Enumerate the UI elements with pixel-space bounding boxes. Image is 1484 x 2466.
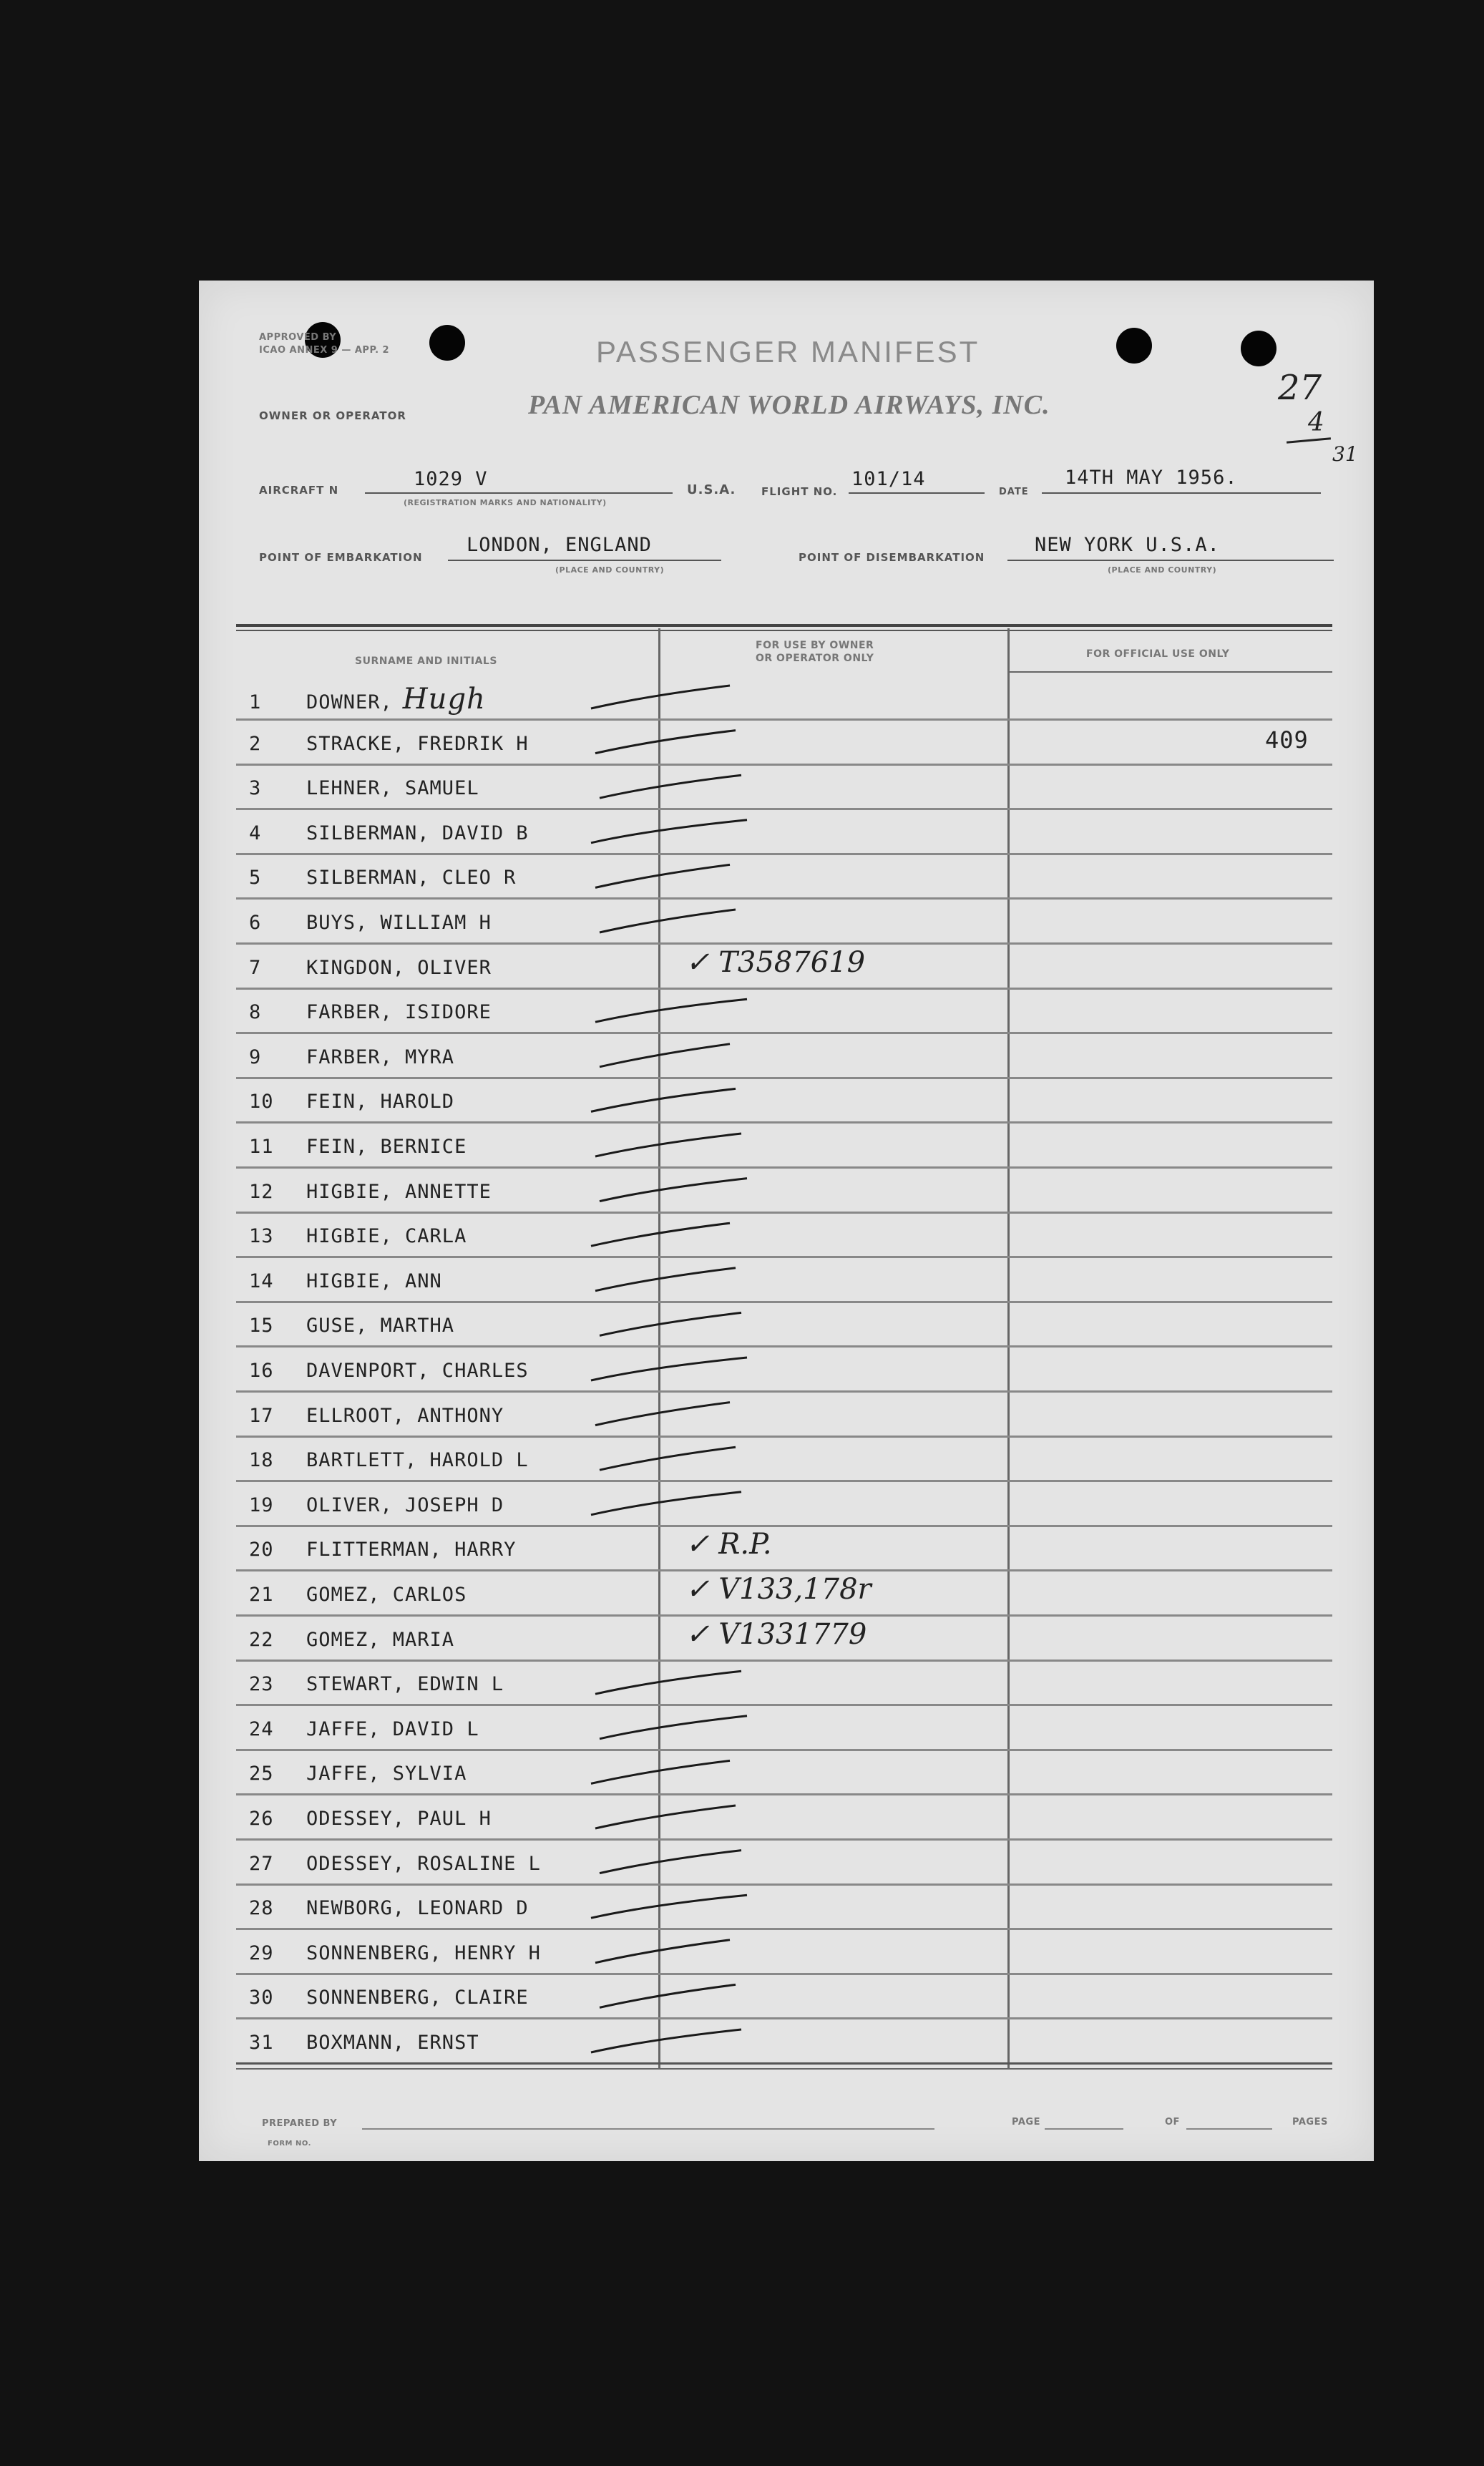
date-value: 14TH MAY 1956. [1065, 467, 1238, 489]
check-stroke [600, 1447, 736, 1470]
check-stroke [591, 1760, 730, 1783]
page-title: PASSENGER MANIFEST [596, 335, 980, 369]
row-number: 26 [249, 1808, 274, 1830]
check-stroke [595, 1268, 736, 1291]
check-stroke [595, 1805, 736, 1828]
aircraft-value: 1029 V [414, 468, 488, 490]
passenger-name: NEWBORG, LEONARD D [306, 1897, 529, 1920]
row-number: 19 [249, 1493, 274, 1516]
owner-note: ✓ R.P. [685, 1528, 772, 1561]
official-use-header: FOR OFFICIAL USE ONLY [1086, 648, 1230, 660]
operator-name: PAN AMERICAN WORLD AIRWAYS, INC. [528, 390, 1050, 420]
check-stroke [600, 910, 736, 932]
passenger-name: SILBERMAN, CLEO R [306, 867, 517, 890]
row-number: 14 [249, 1269, 274, 1292]
passenger-name: BUYS, WILLIAM H [306, 912, 492, 934]
row-number: 27 [249, 1852, 274, 1875]
passenger-name: STRACKE, FREDRIK H [306, 732, 529, 755]
check-stroke [591, 1895, 747, 1918]
passenger-name: SILBERMAN, DAVID B [306, 822, 529, 844]
check-stroke [591, 2029, 741, 2052]
row-number: 15 [249, 1315, 274, 1337]
passenger-name: HIGBIE, CARLA [306, 1225, 467, 1248]
owner-note: ✓ V1331779 [685, 1617, 867, 1651]
prepared-by-label: PREPARED BY [262, 2118, 338, 2129]
pages-label: PAGES [1292, 2117, 1328, 2128]
passenger-name: HIGBIE, ANNETTE [306, 1180, 492, 1203]
owner-use-header-1: FOR USE BY OWNER [756, 640, 874, 651]
row-number: 18 [249, 1449, 274, 1472]
check-stroke [591, 1492, 741, 1515]
embarkation-label: POINT OF EMBARKATION [259, 551, 423, 564]
row-number: 1 [249, 691, 262, 713]
check-stroke [595, 731, 736, 754]
row-number: 29 [249, 1941, 274, 1964]
check-stroke [595, 1671, 741, 1694]
passenger-name: OLIVER, JOSEPH D [306, 1493, 504, 1516]
row-number: 2 [249, 732, 262, 755]
row-number: 11 [249, 1136, 274, 1158]
row-number: 6 [249, 912, 262, 934]
names-column-header: SURNAME AND INITIALS [355, 656, 497, 667]
owner-use-header-2: OR OPERATOR ONLY [756, 653, 874, 664]
check-stroke [600, 1179, 747, 1202]
check-stroke [591, 686, 730, 708]
passenger-name: FEIN, HAROLD [306, 1091, 455, 1113]
row-number: 31 [249, 2032, 274, 2054]
passenger-name: BARTLETT, HAROLD L [306, 1449, 529, 1472]
owner-label: OWNER OR OPERATOR [259, 409, 406, 422]
embarkation-value: LONDON, ENGLAND [467, 534, 652, 556]
passenger-name: FARBER, ISIDORE [306, 1001, 492, 1024]
passenger-name: DAVENPORT, CHARLES [306, 1360, 529, 1382]
disembarkation-value: NEW YORK U.S.A. [1035, 534, 1220, 556]
passenger-name: DOWNER, [306, 691, 393, 713]
row-number: 16 [249, 1360, 274, 1382]
passenger-name: ODESSEY, ROSALINE L [306, 1852, 541, 1875]
passenger-name: ODESSEY, PAUL H [306, 1808, 492, 1830]
official-entry: 409 [1265, 726, 1309, 754]
check-stroke [591, 1088, 736, 1111]
passenger-name: FARBER, MYRA [306, 1046, 455, 1068]
handwritten-name: Hugh [402, 683, 486, 716]
row-number: 20 [249, 1539, 274, 1561]
check-stroke [600, 775, 741, 798]
check-stroke [600, 1312, 741, 1335]
check-stroke [595, 1940, 730, 1963]
of-label: OF [1165, 2117, 1180, 2128]
pen-marks [199, 281, 1374, 2161]
passenger-name: HIGBIE, ANN [306, 1269, 442, 1292]
table-bottom-rule [236, 2062, 1332, 2065]
owner-note: ✓ T3587619 [685, 945, 866, 979]
row-number: 9 [249, 1046, 262, 1068]
row-number: 28 [249, 1897, 274, 1920]
owner-note: ✓ V133,178r [685, 1573, 872, 1606]
form-number: FORM NO. [268, 2140, 311, 2148]
aircraft-sublabel: (REGISTRATION MARKS AND NATIONALITY) [404, 498, 607, 507]
check-stroke [591, 1358, 747, 1380]
row-number: 25 [249, 1763, 274, 1785]
passenger-name: JAFFE, SYLVIA [306, 1763, 467, 1785]
row-number: 13 [249, 1225, 274, 1248]
check-stroke [600, 1984, 736, 2007]
passenger-name: ELLROOT, ANTHONY [306, 1404, 504, 1427]
disembarkation-label: POINT OF DISEMBARKATION [799, 551, 985, 564]
passenger-name: SONNENBERG, CLAIRE [306, 1987, 529, 2009]
check-stroke [595, 1134, 741, 1156]
usa-label: U.S.A. [687, 482, 736, 497]
passenger-name: KINGDON, OLIVER [306, 956, 492, 979]
passenger-name: FEIN, BERNICE [306, 1136, 467, 1158]
passenger-name: LEHNER, SAMUEL [306, 777, 479, 800]
approval-line-1: APPROVED BY [259, 332, 337, 343]
approval-line-2: ICAO ANNEX 9 — APP. 2 [259, 345, 390, 356]
check-stroke [595, 1403, 730, 1425]
row-number: 21 [249, 1584, 274, 1606]
check-stroke [595, 999, 747, 1022]
row-number: 24 [249, 1717, 274, 1740]
check-stroke [600, 1044, 730, 1067]
passenger-name: GOMEZ, CARLOS [306, 1584, 467, 1606]
check-stroke [595, 864, 730, 887]
flight-value: 101/14 [851, 468, 926, 490]
flight-label: FLIGHT NO. [761, 485, 838, 498]
passenger-name: STEWART, EDWIN L [306, 1673, 504, 1696]
embarkation-sublabel: (PLACE AND COUNTRY) [555, 565, 665, 575]
check-stroke [591, 820, 747, 843]
row-number: 22 [249, 1628, 274, 1651]
row-number: 5 [249, 867, 262, 890]
page-mark-denominator: 31 [1332, 442, 1358, 466]
row-number: 23 [249, 1673, 274, 1696]
passenger-name: SONNENBERG, HENRY H [306, 1941, 541, 1964]
page-mark-numerator: 4 [1308, 408, 1324, 437]
row-number: 8 [249, 1001, 262, 1024]
passenger-name: GUSE, MARTHA [306, 1315, 455, 1337]
manifest-sheet [199, 281, 1374, 2161]
row-number: 12 [249, 1180, 274, 1203]
passenger-name: GOMEZ, MARIA [306, 1628, 455, 1651]
passenger-name: BOXMANN, ERNST [306, 2032, 479, 2054]
page-label: PAGE [1012, 2117, 1040, 2128]
passenger-name: FLITTERMAN, HARRY [306, 1539, 517, 1561]
row-number: 3 [249, 777, 262, 800]
row-number: 7 [249, 956, 262, 979]
check-stroke [600, 1716, 747, 1739]
row-number: 30 [249, 1987, 274, 2009]
row-number: 4 [249, 822, 262, 844]
row-number: 17 [249, 1404, 274, 1427]
aircraft-label: AIRCRAFT N [259, 484, 339, 497]
disembarkation-sublabel: (PLACE AND COUNTRY) [1108, 565, 1217, 575]
page-mark-top: 27 [1278, 368, 1322, 408]
passenger-name: JAFFE, DAVID L [306, 1717, 479, 1740]
row-number: 10 [249, 1091, 274, 1113]
check-stroke [600, 1851, 741, 1873]
date-label: DATE [999, 487, 1029, 497]
check-stroke [591, 1223, 730, 1246]
